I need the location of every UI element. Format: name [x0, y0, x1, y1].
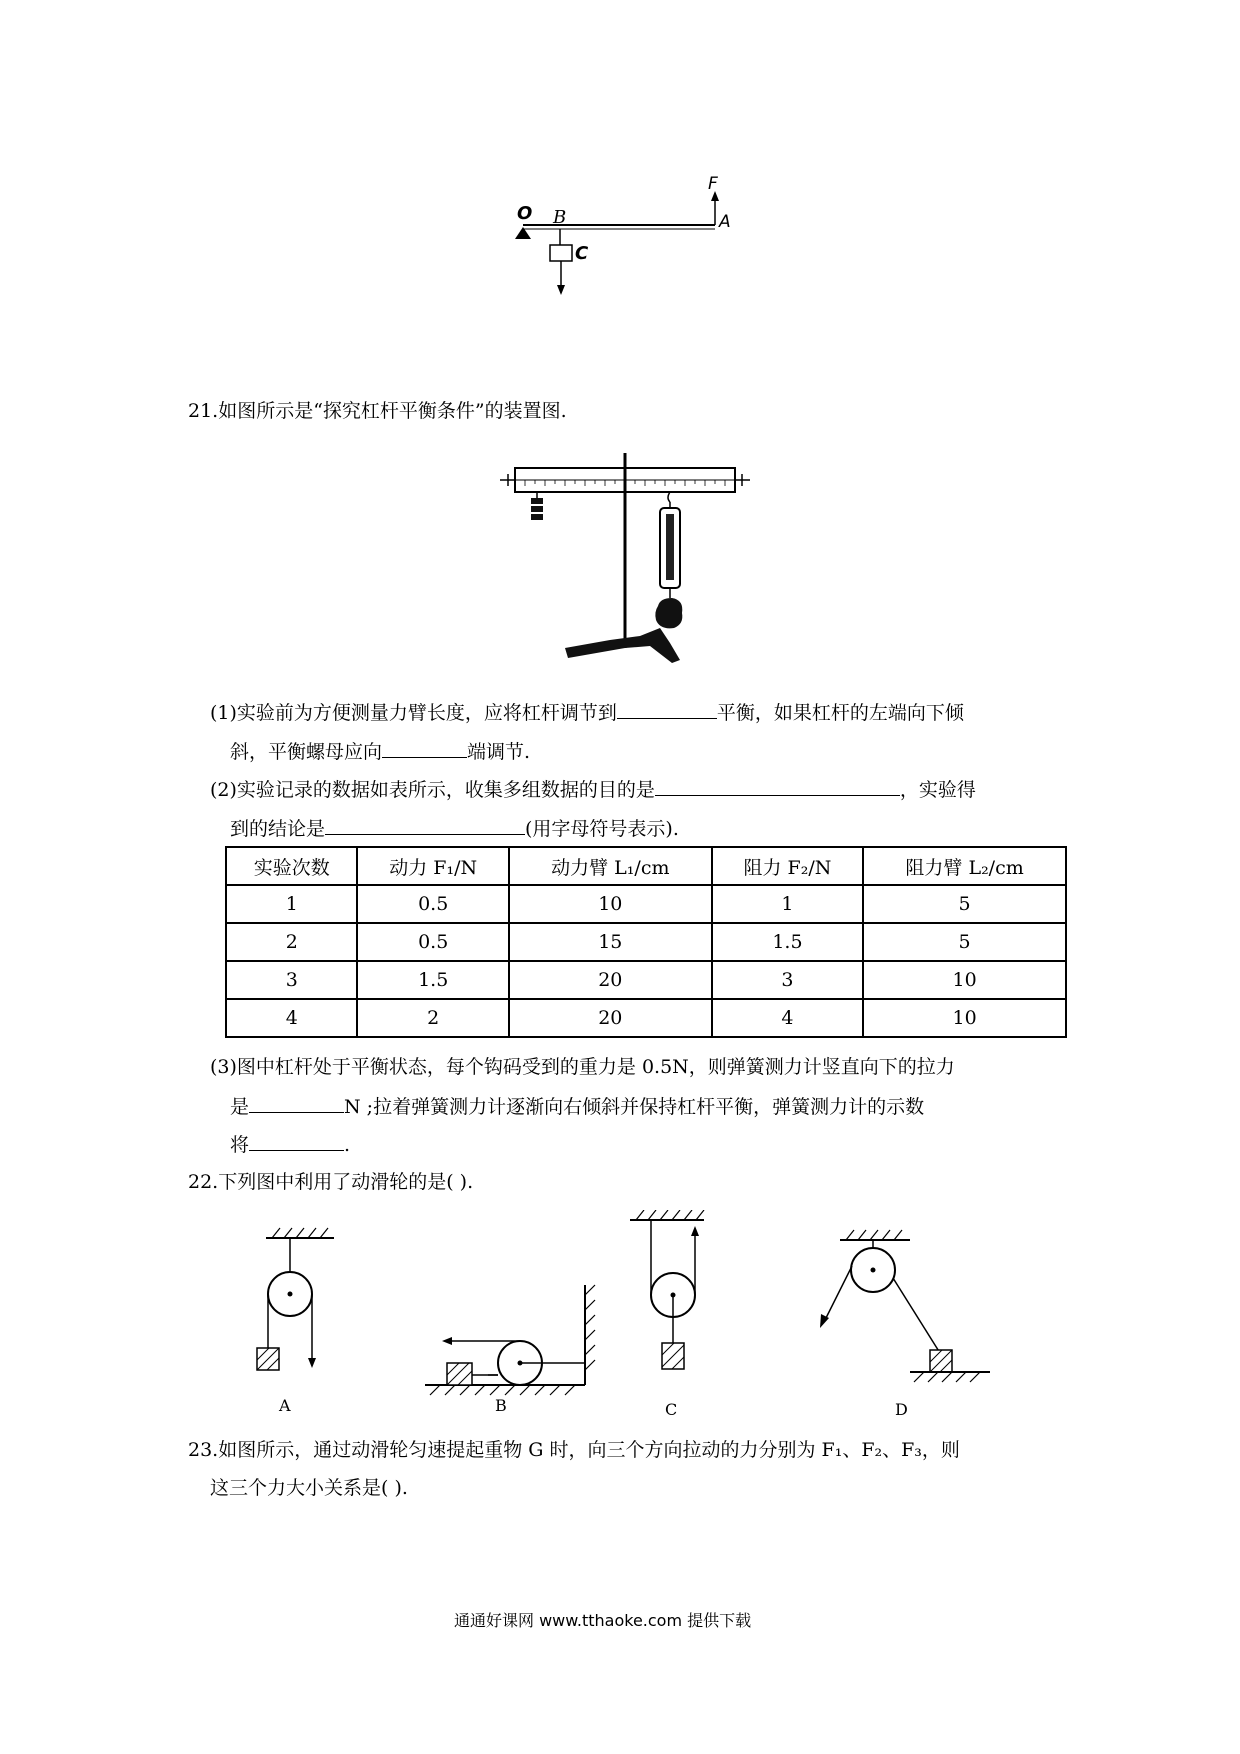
q21-part3-line1: (3)图中杠杆处于平衡状态，每个钩码受到的重力是 0.5N，则弹簧测力计竖直向下的拉力 [210, 1056, 955, 1078]
table-cell: 0.5 [357, 885, 508, 923]
table-cell: 3 [226, 961, 357, 999]
label-b: B [553, 207, 567, 228]
table-header-cell: 动力臂 L₁/cm [509, 847, 712, 885]
table-cell: 4 [712, 999, 863, 1037]
pulley-figure-c [630, 1210, 704, 1369]
table-cell: 2 [357, 999, 508, 1037]
answer-blank-6[interactable] [249, 1130, 344, 1151]
weight-block-c [550, 245, 572, 261]
q21-part2-line2: 到的结论是 (用字母符号表示). [230, 814, 679, 843]
pulley-figure-b [425, 1285, 595, 1395]
answer-blank-1[interactable] [617, 698, 717, 719]
label-a: A [719, 212, 731, 232]
figure-label-c: C [665, 1400, 678, 1419]
table-row [226, 885, 1066, 923]
table-cell: 4 [226, 999, 357, 1037]
table-header-row [226, 847, 1066, 885]
arrow-down-icon [557, 285, 565, 295]
table-cell: 20 [509, 961, 712, 999]
table-header-cell: 实验次数 [226, 847, 357, 885]
table-cell: 10 [863, 961, 1066, 999]
answer-blank-4[interactable] [325, 814, 525, 835]
table-cell: 0.5 [357, 923, 508, 961]
table-row [226, 999, 1066, 1037]
hook-weights [531, 492, 543, 520]
table-cell: 10 [863, 999, 1066, 1037]
table-cell: 5 [863, 885, 1066, 923]
label-f: F [708, 175, 718, 194]
table-cell: 20 [509, 999, 712, 1037]
answer-blank-3[interactable] [655, 775, 900, 796]
q22-title: 22.下列图中利用了动滑轮的是( ). [188, 1171, 474, 1193]
answer-blank-5[interactable] [249, 1092, 344, 1113]
table-header-cell: 阻力 F₂/N [712, 847, 863, 885]
table-cell: 2 [226, 923, 357, 961]
stand-base [565, 628, 680, 663]
q21-title: 21.如图所示是“探究杠杆平衡条件”的装置图. [188, 400, 567, 422]
lever-figure-top [505, 175, 745, 300]
page-footer: 通通好课网 www.tthaoke.com 提供下载 [454, 1611, 752, 1630]
table-row [226, 923, 1066, 961]
table-cell: 15 [509, 923, 712, 961]
table-cell: 5 [863, 923, 1066, 961]
table-row [226, 961, 1066, 999]
table-cell: 3 [712, 961, 863, 999]
table-cell: 1 [226, 885, 357, 923]
table-cell: 10 [509, 885, 712, 923]
table-header-cell: 动力 F₁/N [357, 847, 508, 885]
label-c: C [575, 243, 589, 264]
pulley-figure-d [820, 1230, 990, 1382]
figure-label-d: D [895, 1400, 908, 1419]
q21-part1-line1: (1)实验前为方便测量力臂长度，应将杠杆调节到 平衡，如果杠杆的左端向下倾 [210, 698, 964, 727]
answer-blank-2[interactable] [382, 737, 467, 758]
pulley-figure-a [257, 1228, 334, 1370]
pulley-figures [230, 1210, 1010, 1420]
table-cell: 1.5 [712, 923, 863, 961]
q21-part2-line1: (2)实验记录的数据如表所示，收集多组数据的目的是 ，实验得 [210, 775, 976, 804]
figure-label-b: B [495, 1396, 507, 1415]
label-o: O [517, 203, 533, 224]
q23-line1: 23.如图所示，通过动滑轮匀速提起重物 G 时，向三个方向拉动的力分别为 F₁、F₂、F₃，则 [188, 1439, 960, 1461]
q21-part3-line3: 将 . [230, 1130, 350, 1159]
q21-part1-line2: 斜，平衡螺母应向 端调节. [230, 737, 530, 766]
table-cell: 1.5 [357, 961, 508, 999]
experiment-data-table [225, 846, 1067, 1038]
q21-part3-line2: 是 N ;拉着弹簧测力计逐渐向右倾斜并保持杠杆平衡，弹簧测力计的示数 [230, 1092, 924, 1121]
lever-apparatus-figure [500, 448, 750, 678]
figure-label-a: A [279, 1396, 291, 1415]
q23-line2: 这三个力大小关系是( ). [210, 1477, 408, 1499]
table-header-cell: 阻力臂 L₂/cm [863, 847, 1066, 885]
spring-scale [655, 492, 682, 628]
table-cell: 1 [712, 885, 863, 923]
